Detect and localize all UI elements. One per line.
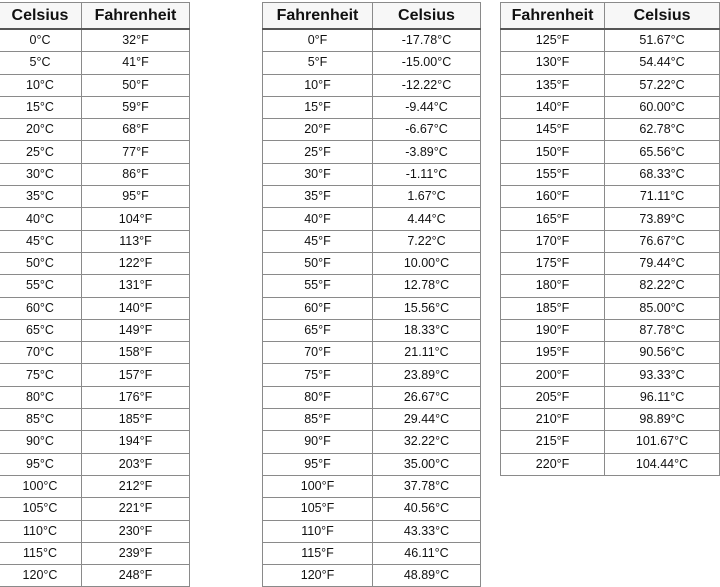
table-cell: 90°F	[263, 431, 373, 453]
table-cell: 220°F	[501, 453, 605, 475]
table-body	[0, 29, 190, 587]
table-row	[0, 252, 190, 274]
table-row	[501, 186, 720, 208]
table-cell: 35.00°C	[373, 453, 481, 475]
table-cell: 212°F	[82, 475, 190, 497]
table-cell: 205°F	[501, 386, 605, 408]
table-cell: 165°F	[501, 208, 605, 230]
table-row	[0, 542, 190, 564]
table-cell: 80°C	[0, 386, 82, 408]
table-cell: 100°F	[263, 475, 373, 497]
table-cell: 157°F	[82, 364, 190, 386]
fahrenheit-to-celsius-table-2	[500, 2, 720, 476]
table-cell: 194°F	[82, 431, 190, 453]
table-cell: 62.78°C	[605, 119, 720, 141]
table-cell: -6.67°C	[373, 119, 481, 141]
table-row	[263, 119, 481, 141]
table-cell: 73.89°C	[605, 208, 720, 230]
table-cell: 90.56°C	[605, 342, 720, 364]
table-row	[0, 520, 190, 542]
table-row	[0, 498, 190, 520]
table-row	[501, 74, 720, 96]
table-cell: 248°F	[82, 565, 190, 587]
table-cell: 185°F	[82, 409, 190, 431]
table-cell: 93.33°C	[605, 364, 720, 386]
table-cell: 95°F	[263, 453, 373, 475]
table-cell: 145°F	[501, 119, 605, 141]
table-row	[263, 74, 481, 96]
table-cell: 25°F	[263, 141, 373, 163]
table-cell: 105°C	[0, 498, 82, 520]
table-row	[0, 342, 190, 364]
header-row	[501, 3, 720, 30]
table-cell: 110°F	[263, 520, 373, 542]
table-row	[0, 453, 190, 475]
table-row	[263, 186, 481, 208]
table-row	[501, 230, 720, 252]
table-row	[0, 565, 190, 587]
table-cell: 21.11°C	[373, 342, 481, 364]
column-header: Fahrenheit	[501, 3, 605, 30]
table-cell: 76.67°C	[605, 230, 720, 252]
table-cell: 230°F	[82, 520, 190, 542]
table-cell: 113°F	[82, 230, 190, 252]
table-cell: 96.11°C	[605, 386, 720, 408]
table-cell: 40°C	[0, 208, 82, 230]
table-cell: 175°F	[501, 252, 605, 274]
table-cell: 57.22°C	[605, 74, 720, 96]
table-cell: 65°F	[263, 319, 373, 341]
table-cell: 110°C	[0, 520, 82, 542]
table-row	[501, 386, 720, 408]
table-cell: 15.56°C	[373, 297, 481, 319]
table-cell: 10.00°C	[373, 252, 481, 274]
table-row	[501, 208, 720, 230]
table-cell: 55°C	[0, 275, 82, 297]
table-row	[263, 565, 481, 587]
table-cell: 41°F	[82, 52, 190, 74]
table-row	[501, 319, 720, 341]
table-row	[0, 230, 190, 252]
table-row	[263, 520, 481, 542]
table-row	[263, 52, 481, 74]
table-row	[263, 297, 481, 319]
table-cell: 12.78°C	[373, 275, 481, 297]
table-cell: 46.11°C	[373, 542, 481, 564]
table-cell: 125°F	[501, 29, 605, 52]
table-cell: 80°F	[263, 386, 373, 408]
table-cell: 115°C	[0, 542, 82, 564]
table-cell: 43.33°C	[373, 520, 481, 542]
table-cell: 29.44°C	[373, 409, 481, 431]
table-cell: 51.67°C	[605, 29, 720, 52]
column-header: Celsius	[0, 3, 82, 30]
table-row	[0, 275, 190, 297]
table-cell: 105°F	[263, 498, 373, 520]
table-header	[501, 3, 720, 30]
table-row	[263, 230, 481, 252]
table-cell: 85.00°C	[605, 297, 720, 319]
table-cell: 20°F	[263, 119, 373, 141]
table-row	[263, 542, 481, 564]
table-row	[263, 498, 481, 520]
table-cell: 68.33°C	[605, 163, 720, 185]
column-header: Fahrenheit	[263, 3, 373, 30]
table-row	[501, 252, 720, 274]
table-cell: 50°F	[82, 74, 190, 96]
table-cell: 35°C	[0, 186, 82, 208]
table-cell: -12.22°C	[373, 74, 481, 96]
table-cell: 82.22°C	[605, 275, 720, 297]
table-cell: 48.89°C	[373, 565, 481, 587]
column-header: Celsius	[373, 3, 481, 30]
table-cell: 0°C	[0, 29, 82, 52]
table-cell: 54.44°C	[605, 52, 720, 74]
table-cell: 239°F	[82, 542, 190, 564]
table-row	[501, 96, 720, 118]
table-cell: 7.22°C	[373, 230, 481, 252]
table-cell: 79.44°C	[605, 252, 720, 274]
table-cell: -17.78°C	[373, 29, 481, 52]
table-cell: 131°F	[82, 275, 190, 297]
table-cell: 95°F	[82, 186, 190, 208]
table-cell: 140°F	[501, 96, 605, 118]
table-row	[0, 186, 190, 208]
table-row	[501, 119, 720, 141]
table-row	[263, 252, 481, 274]
table-cell: 50°F	[263, 252, 373, 274]
table-cell: -3.89°C	[373, 141, 481, 163]
table-cell: 20°C	[0, 119, 82, 141]
table-row	[501, 364, 720, 386]
table-cell: 203°F	[82, 453, 190, 475]
table-row	[263, 475, 481, 497]
table-row	[501, 409, 720, 431]
table-row	[501, 342, 720, 364]
column-header: Celsius	[605, 3, 720, 30]
table-row	[501, 453, 720, 475]
table-row	[0, 96, 190, 118]
table-cell: 86°F	[82, 163, 190, 185]
table-cell: 155°F	[501, 163, 605, 185]
table-cell: 68°F	[82, 119, 190, 141]
table-cell: 170°F	[501, 230, 605, 252]
table-cell: 85°F	[263, 409, 373, 431]
table-cell: 160°F	[501, 186, 605, 208]
table-row	[0, 74, 190, 96]
column-header: Fahrenheit	[82, 3, 190, 30]
table-row	[263, 141, 481, 163]
table-cell: 215°F	[501, 431, 605, 453]
table-cell: 210°F	[501, 409, 605, 431]
table-cell: 15°F	[263, 96, 373, 118]
table-cell: 195°F	[501, 342, 605, 364]
table-cell: 85°C	[0, 409, 82, 431]
table-row	[501, 29, 720, 52]
table-cell: 4.44°C	[373, 208, 481, 230]
table-row	[0, 119, 190, 141]
table-cell: 71.11°C	[605, 186, 720, 208]
table-row	[501, 141, 720, 163]
table-cell: 130°F	[501, 52, 605, 74]
table-cell: 150°F	[501, 141, 605, 163]
table-cell: 87.78°C	[605, 319, 720, 341]
table-row	[0, 364, 190, 386]
table-cell: 18.33°C	[373, 319, 481, 341]
table-row	[0, 29, 190, 52]
table-cell: 100°C	[0, 475, 82, 497]
table-cell: 77°F	[82, 141, 190, 163]
table-cell: 180°F	[501, 275, 605, 297]
table-row	[263, 96, 481, 118]
table-row	[263, 409, 481, 431]
table-row	[263, 208, 481, 230]
table-cell: 15°C	[0, 96, 82, 118]
table-cell: 176°F	[82, 386, 190, 408]
table-row	[501, 163, 720, 185]
table-cell: 120°C	[0, 565, 82, 587]
table-cell: 75°F	[263, 364, 373, 386]
table-row	[501, 52, 720, 74]
table-cell: 135°F	[501, 74, 605, 96]
table-row	[501, 275, 720, 297]
table-cell: 70°C	[0, 342, 82, 364]
header-row	[263, 3, 481, 30]
table-row	[263, 275, 481, 297]
table-cell: 10°C	[0, 74, 82, 96]
table-row	[263, 29, 481, 52]
table-row	[501, 431, 720, 453]
table-cell: 45°C	[0, 230, 82, 252]
table-cell: 158°F	[82, 342, 190, 364]
table-cell: 185°F	[501, 297, 605, 319]
table-row	[0, 297, 190, 319]
celsius-to-fahrenheit-table	[0, 2, 190, 587]
table-row	[501, 297, 720, 319]
table-cell: 35°F	[263, 186, 373, 208]
table-cell: 104.44°C	[605, 453, 720, 475]
table-cell: 1.67°C	[373, 186, 481, 208]
table-cell: 5°C	[0, 52, 82, 74]
table-row	[0, 409, 190, 431]
table-row	[263, 431, 481, 453]
table-cell: 30°C	[0, 163, 82, 185]
table-cell: 101.67°C	[605, 431, 720, 453]
table-row	[0, 163, 190, 185]
table-cell: 190°F	[501, 319, 605, 341]
table-cell: -1.11°C	[373, 163, 481, 185]
table-cell: 149°F	[82, 319, 190, 341]
table-cell: 50°C	[0, 252, 82, 274]
table-cell: 40°F	[263, 208, 373, 230]
table-row	[263, 163, 481, 185]
table-cell: 120°F	[263, 565, 373, 587]
table-cell: 60°F	[263, 297, 373, 319]
table-cell: 65.56°C	[605, 141, 720, 163]
table-row	[263, 364, 481, 386]
table-row	[0, 475, 190, 497]
table-cell: 65°C	[0, 319, 82, 341]
table-row	[0, 141, 190, 163]
table-cell: 104°F	[82, 208, 190, 230]
table-cell: 55°F	[263, 275, 373, 297]
table-row	[263, 319, 481, 341]
table-cell: 0°F	[263, 29, 373, 52]
table-row	[263, 453, 481, 475]
table-cell: 115°F	[263, 542, 373, 564]
table-header	[263, 3, 481, 30]
table-row	[0, 208, 190, 230]
table-cell: 37.78°C	[373, 475, 481, 497]
table-cell: -15.00°C	[373, 52, 481, 74]
table-cell: 5°F	[263, 52, 373, 74]
fahrenheit-to-celsius-table-1	[262, 2, 481, 587]
table-cell: 98.89°C	[605, 409, 720, 431]
table-cell: 200°F	[501, 364, 605, 386]
table-cell: 25°C	[0, 141, 82, 163]
table-cell: 32°F	[82, 29, 190, 52]
table-cell: 23.89°C	[373, 364, 481, 386]
table-row	[263, 386, 481, 408]
table-body	[501, 29, 720, 475]
table-cell: 26.67°C	[373, 386, 481, 408]
table-cell: 10°F	[263, 74, 373, 96]
table-header	[0, 3, 190, 30]
table-row	[0, 431, 190, 453]
table-row	[0, 52, 190, 74]
table-cell: 140°F	[82, 297, 190, 319]
table-cell: 221°F	[82, 498, 190, 520]
table-cell: 70°F	[263, 342, 373, 364]
table-cell: 30°F	[263, 163, 373, 185]
table-row	[0, 319, 190, 341]
table-cell: 59°F	[82, 96, 190, 118]
table-cell: 60°C	[0, 297, 82, 319]
header-row	[0, 3, 190, 30]
table-body	[263, 29, 481, 587]
table-cell: 90°C	[0, 431, 82, 453]
table-row	[263, 342, 481, 364]
table-cell: -9.44°C	[373, 96, 481, 118]
table-cell: 60.00°C	[605, 96, 720, 118]
table-cell: 45°F	[263, 230, 373, 252]
table-cell: 75°C	[0, 364, 82, 386]
table-cell: 32.22°C	[373, 431, 481, 453]
table-row	[0, 386, 190, 408]
table-cell: 40.56°C	[373, 498, 481, 520]
table-cell: 122°F	[82, 252, 190, 274]
table-cell: 95°C	[0, 453, 82, 475]
